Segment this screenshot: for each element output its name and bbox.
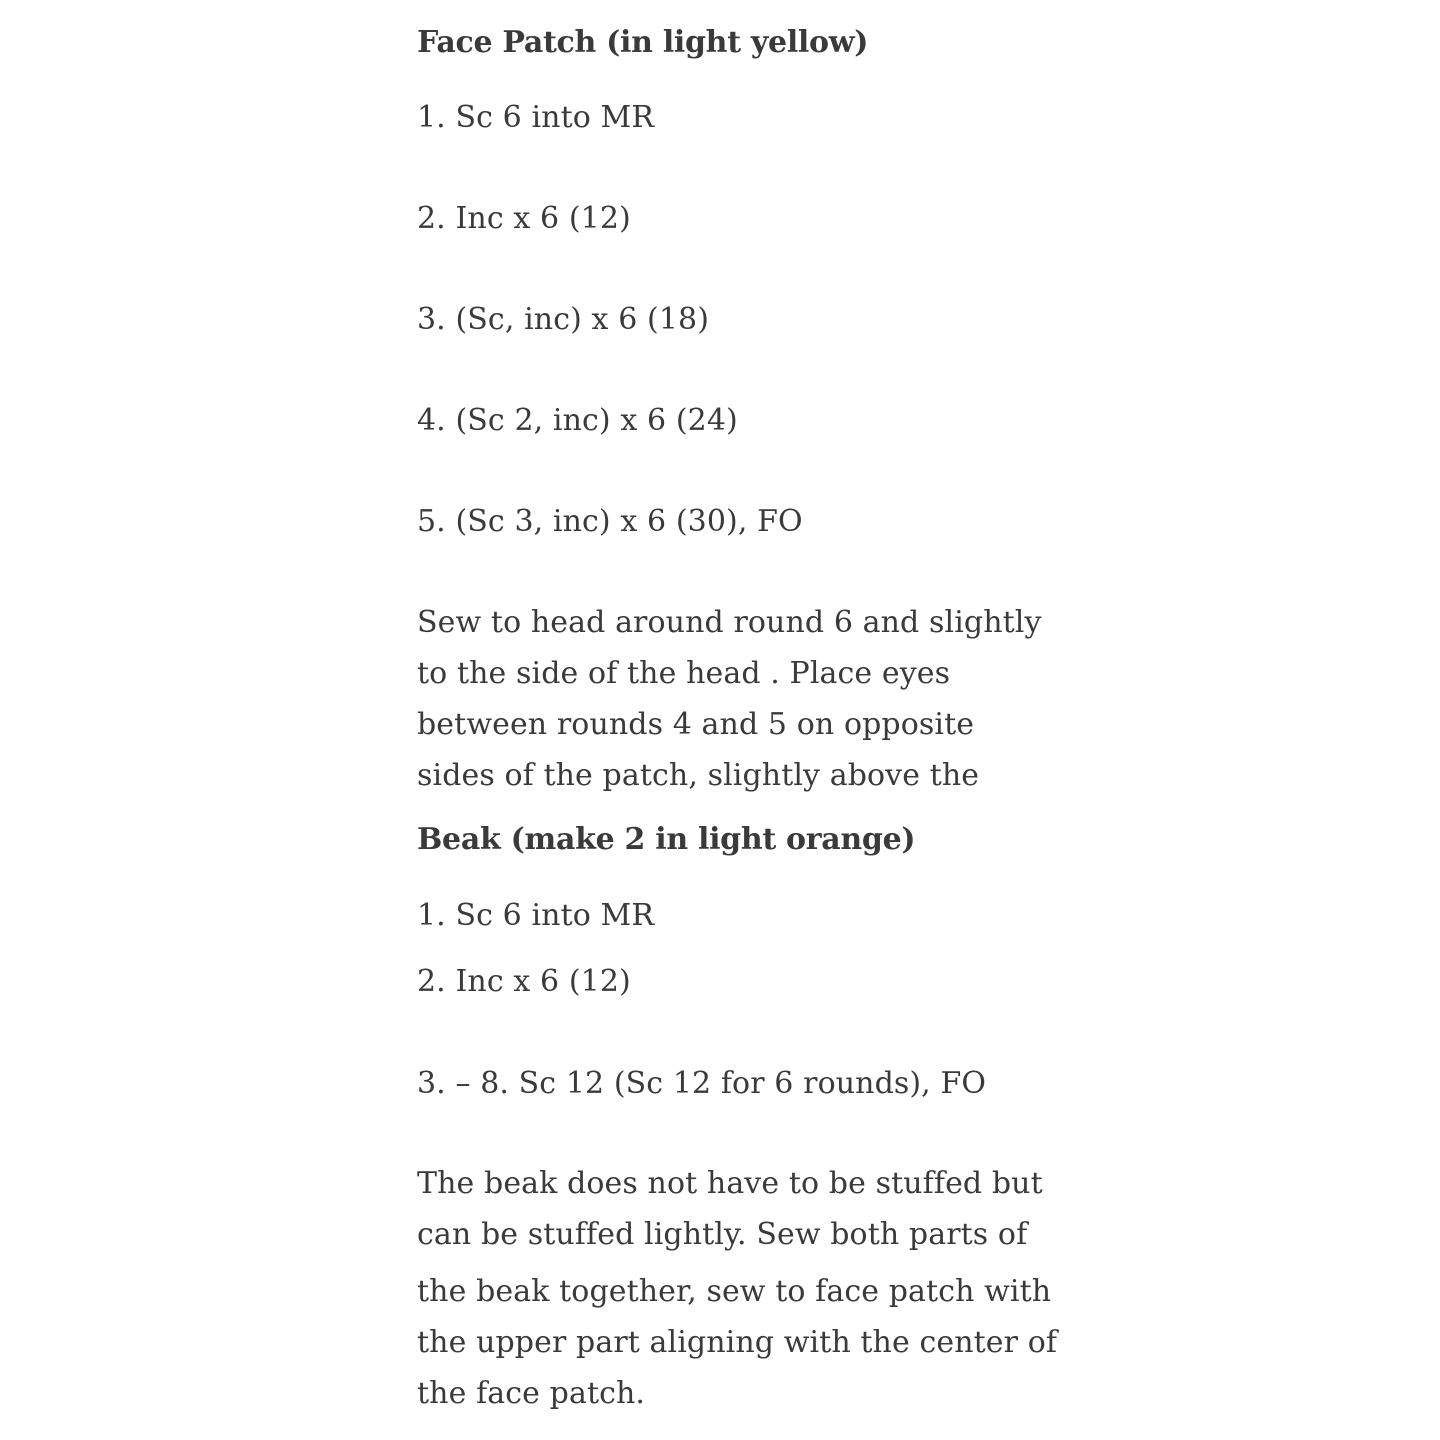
beak-round-3: 3. – 8. Sc 12 (Sc 12 for 6 rounds), FO bbox=[417, 1066, 987, 1101]
face-patch-round-2: 2. Inc x 6 (12) bbox=[417, 201, 631, 236]
face-patch-instructions-line-2: to the side of the head . Place eyes bbox=[417, 656, 951, 691]
face-patch-round-4: 4. (Sc 2, inc) x 6 (24) bbox=[417, 403, 738, 438]
face-patch-instructions-line-1: Sew to head around round 6 and slightly bbox=[417, 605, 1042, 640]
beak-round-2: 2. Inc x 6 (12) bbox=[417, 964, 631, 999]
pattern-document bbox=[417, 0, 1057, 1440]
face-patch-instructions-line-4: sides of the patch, slightly above the bbox=[417, 758, 980, 793]
beak-instructions-line-2: can be stuffed lightly. Sew both parts of bbox=[417, 1217, 1028, 1252]
beak-instructions-line-3: the beak together, sew to face patch with bbox=[417, 1274, 1052, 1309]
face-patch-instructions-line-3: between rounds 4 and 5 on opposite bbox=[417, 707, 975, 742]
face-patch-heading: Face Patch (in light yellow) bbox=[417, 25, 869, 60]
beak-instructions-line-4: the upper part aligning with the center of bbox=[417, 1325, 1058, 1360]
beak-round-1: 1. Sc 6 into MR bbox=[417, 898, 655, 933]
beak-instructions-line-5: the face patch. bbox=[417, 1376, 646, 1411]
face-patch-round-5: 5. (Sc 3, inc) x 6 (30), FO bbox=[417, 504, 803, 539]
face-patch-round-1: 1. Sc 6 into MR bbox=[417, 100, 655, 135]
beak-heading: Beak (make 2 in light orange) bbox=[417, 822, 916, 857]
face-patch-round-3: 3. (Sc, inc) x 6 (18) bbox=[417, 302, 710, 337]
beak-instructions-line-1: The beak does not have to be stuffed but bbox=[417, 1166, 1043, 1201]
